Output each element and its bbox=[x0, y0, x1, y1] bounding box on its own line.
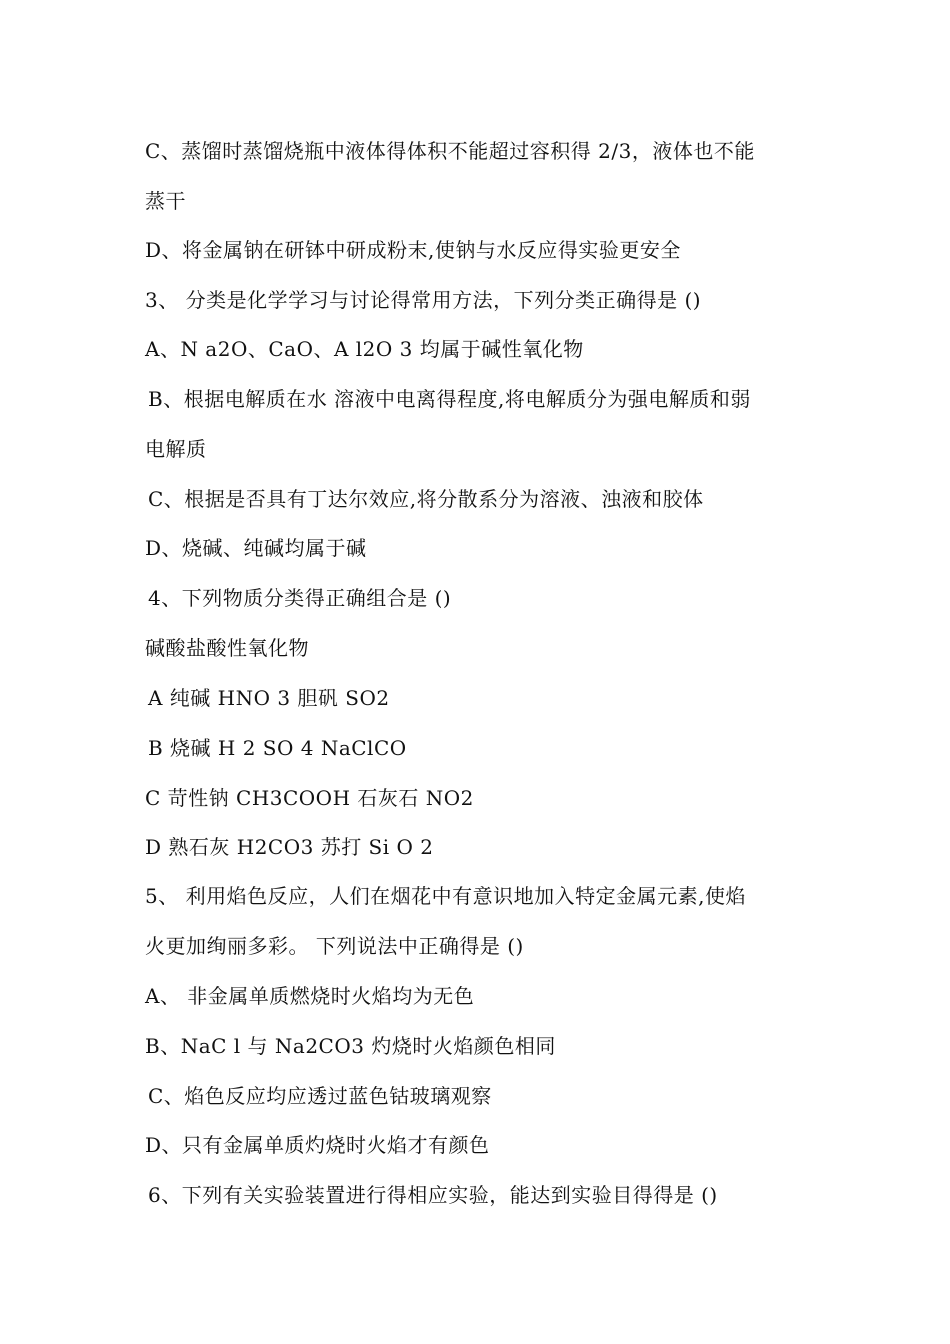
table-row-line: A 纯碱 HNO 3 胆矾 SO2 bbox=[148, 686, 390, 710]
text-line: B、NaC l 与 Na2CO3 灼烧时火焰颜色相同 bbox=[145, 1034, 556, 1058]
text-line: C、根据是否具有丁达尔效应,将分散系分为溶液、浊液和胶体 bbox=[148, 487, 704, 511]
table-row-line: B 烧碱 H 2 SO 4 NaClCO bbox=[148, 736, 407, 760]
text-line: B、根据电解质在水 溶液中电离得程度,将电解质分为强电解质和弱 bbox=[148, 387, 751, 411]
question-5-stem: 5、 利用焰色反应，人们在烟花中有意识地加入特定金属元素,使焰 bbox=[145, 884, 746, 908]
table-row-line: D 熟石灰 H2CO3 苏打 Si O 2 bbox=[145, 835, 434, 859]
question-6-stem: 6、下列有关实验装置进行得相应实验，能达到实验目得得是 () bbox=[148, 1183, 718, 1207]
text-line: 电解质 bbox=[145, 437, 207, 461]
text-line: A、N a2O、CaO、A l2O 3 均属于碱性氧化物 bbox=[145, 337, 584, 361]
table-row-line: C 苛性钠 CH3COOH 石灰石 NO2 bbox=[145, 786, 474, 810]
table-header-line: 碱酸盐酸性氧化物 bbox=[145, 636, 309, 660]
text-line: D、只有金属单质灼烧时火焰才有颜色 bbox=[145, 1133, 490, 1157]
question-4-stem: 4、下列物质分类得正确组合是 () bbox=[148, 586, 452, 610]
text-line: D、烧碱、纯碱均属于碱 bbox=[145, 536, 367, 560]
text-line: 蒸干 bbox=[145, 189, 186, 213]
text-line: C、焰色反应均应透过蓝色钴玻璃观察 bbox=[148, 1084, 492, 1108]
text-line: 火更加绚丽多彩。 下列说法中正确得是 () bbox=[145, 934, 524, 958]
text-line: D、将金属钠在研钵中研成粉末,使钠与水反应得实验更安全 bbox=[145, 238, 681, 262]
text-line: A、 非金属单质燃烧时火焰均为无色 bbox=[145, 984, 475, 1008]
question-3-stem: 3、 分类是化学学习与讨论得常用方法，下列分类正确得是 () bbox=[145, 288, 702, 312]
text-line: C、蒸馏时蒸馏烧瓶中液体得体积不能超过容积得 2/3，液体也不能 bbox=[145, 139, 755, 163]
